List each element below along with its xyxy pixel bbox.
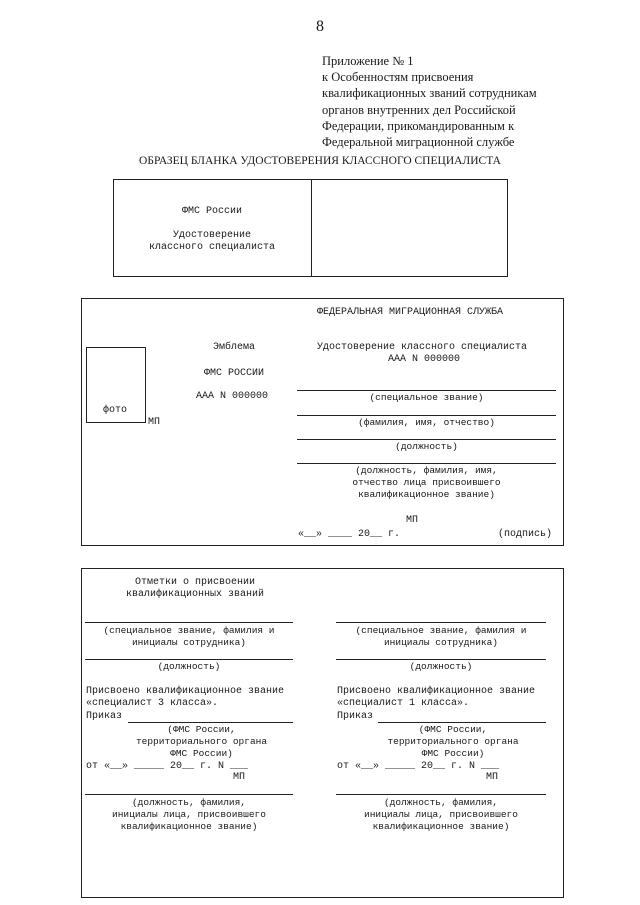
appendix-line: органов внутренних дел Российской <box>322 102 516 117</box>
appendix-line: Федеральной миграционной службе <box>322 135 515 150</box>
grantor-caption: (должность, фамилия, инициалы лица, присвоившего квалификационное звание) <box>112 797 266 832</box>
order-label: Приказ <box>337 711 374 722</box>
assigned-text: Присвоено квалификационное звание «специалист 3 класса». <box>86 686 285 709</box>
grantor-line <box>297 463 556 464</box>
order-line <box>378 722 546 723</box>
rank-line <box>297 390 556 391</box>
appendix-line: квалификационных званий сотрудникам <box>322 86 537 101</box>
assigned-text: Присвоено квалификационное звание «специалист 1 класса». <box>337 686 536 709</box>
serial-right: ААА N 000000 <box>388 354 461 365</box>
org-caption: (ФМС России, территориального органа ФМС России) <box>387 724 519 759</box>
document-title: ОБРАЗЕЦ БЛАНКА УДОСТОВЕРЕНИЯ КЛАССНОГО СПЕЦИАЛИСТА <box>139 155 501 167</box>
cover-document-name: Удостоверение классного специалиста <box>148 230 276 253</box>
position-line <box>297 439 556 440</box>
rank-name-caption: (специальное звание, фамилия и инициалы сотрудника) <box>103 625 275 648</box>
rank-name-caption: (специальное звание, фамилия и инициалы сотрудника) <box>355 625 527 648</box>
position-line <box>336 659 546 660</box>
rank-name-line <box>336 622 546 623</box>
position-caption: (должность) <box>157 661 221 672</box>
position-line <box>85 659 293 660</box>
order-date: от «__» _____ 20__ г. N ___ <box>337 761 500 772</box>
special-rank-caption: (специальное звание) <box>369 392 484 403</box>
grantor-line <box>336 794 546 795</box>
order-label: Приказ <box>86 711 123 722</box>
appendix-line: Федерации, прикомандированным к <box>322 118 515 133</box>
emblem-label: Эмблема <box>213 342 256 353</box>
grantor-caption: (должность, фамилия, имя, отчество лица присвоившего квалификационное звание) <box>352 465 501 500</box>
appendix-line: Приложение № 1 <box>322 54 414 68</box>
serial-left: ААА N 000000 <box>196 391 269 402</box>
stamp-mark: МП <box>486 772 499 783</box>
name-line <box>297 415 556 416</box>
stamp-mark-right: МП <box>406 515 419 526</box>
fms-label: ФМС РОССИИ <box>204 368 265 379</box>
order-date: от «__» _____ 20__ г. N ___ <box>86 761 249 772</box>
certificate-title: Удостоверение классного специалиста <box>317 342 528 353</box>
appendix-block <box>322 53 537 150</box>
grantor-caption: (должность, фамилия, инициалы лица, присвоившего квалификационное звание) <box>364 797 518 832</box>
inner-header: ФЕДЕРАЛЬНАЯ МИГРАЦИОННАЯ СЛУЖБА <box>317 307 504 318</box>
rank-name-line <box>85 622 293 623</box>
appendix-line: к Особенностям присвоения <box>322 70 474 85</box>
position-caption: (должность) <box>409 661 473 672</box>
grantor-line <box>85 794 293 795</box>
full-name-caption: (фамилия, имя, отчество) <box>358 417 495 428</box>
marks-title: Отметки о присвоении квалификационных званий <box>125 577 265 600</box>
position-caption: (должность) <box>395 441 458 452</box>
page-number: 8 <box>316 18 324 35</box>
stamp-mark: МП <box>233 772 246 783</box>
order-line <box>128 722 293 723</box>
org-caption: (ФМС России, территориального органа ФМС России) <box>135 724 268 759</box>
stamp-mark-left: МП <box>148 417 161 428</box>
cover-divider <box>311 180 312 276</box>
signature-caption: (подпись) <box>498 529 553 540</box>
date-line: «__» ____ 20__ г. <box>298 529 401 540</box>
photo-label: фото <box>103 405 128 416</box>
cover-agency: ФМС России <box>181 206 242 217</box>
